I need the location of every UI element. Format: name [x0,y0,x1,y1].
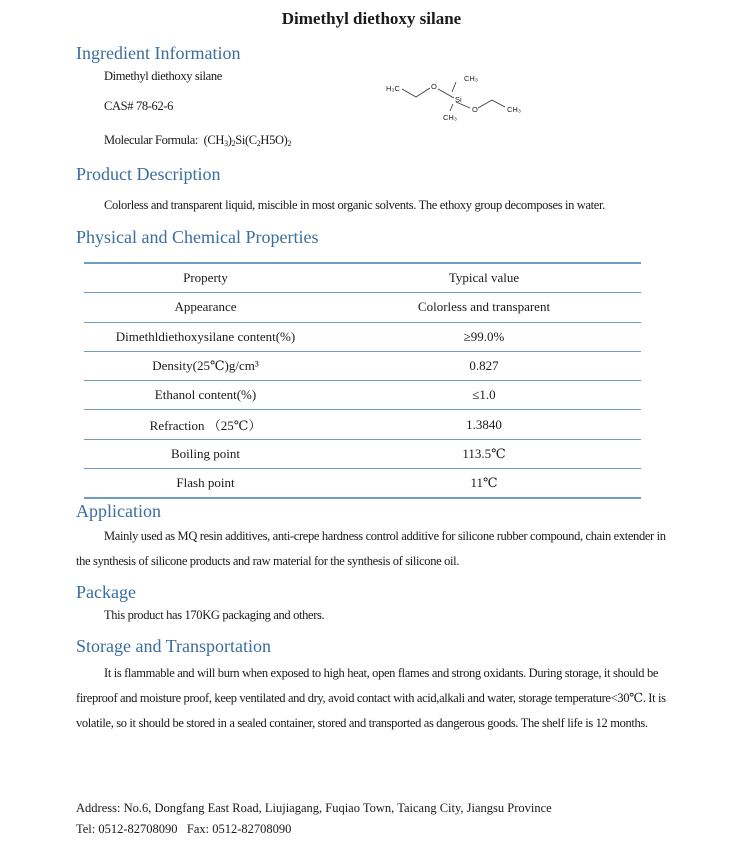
storage-heading: Storage and Transportation [76,636,271,656]
formula-part: Si(C [235,133,257,147]
table-row [84,410,641,439]
application-text: Mainly used as MQ resin additives, anti-crepe hardness control additive for silicone rubber compound, chain extender in the synthesis of silicone products and raw material for the synthesis of silicone oil. [76,529,666,568]
properties-table [84,262,641,499]
footer-contact: Tel: 0512-82708090 Fax: 0512-82708090 [76,822,292,836]
oxygen-label: O [472,105,478,114]
column-header: Typical value [327,263,641,293]
table-row [84,381,641,410]
document-title: Dimethyl diethoxy silane [281,9,462,28]
table-header-row [84,263,641,293]
h3c-label: H₃C [386,84,400,93]
ingredient-heading: Ingredient Information [76,43,241,63]
footer-address: Address: No.6, Dongfang East Road, Liujiagang, Fuqiao Town, Taicang City, Jiangsu Province [76,801,552,815]
table-row [84,351,641,380]
properties-heading: Physical and Chemical Properties [76,227,319,247]
formula-label: Molecular Formula: [104,133,199,147]
property-cell: Ethanol content(%) [84,381,327,410]
value-cell: Colorless and transparent [327,293,641,322]
molecular-formula [104,133,291,148]
formula-sub: 3 [224,139,228,148]
product-description-text: Colorless and transparent liquid, miscible in most organic solvents. The ethoxy group decomposes in water. [104,198,605,212]
product-description-heading: Product Description [76,164,221,184]
ch3-bottom-label: CH₃ [443,113,457,122]
column-header: Property [84,263,327,293]
property-cell: Dimethldiethoxysilane content(%) [84,322,327,351]
table-row [84,322,641,351]
property-cell: Refraction （25℃） [84,410,327,439]
value-cell: 113.5℃ [327,439,641,468]
property-cell: Appearance [84,293,327,322]
formula-part: ) [227,133,232,147]
value-cell: ≥99.0% [327,322,641,351]
value-cell: 0.827 [327,351,641,380]
package-heading: Package [76,582,136,602]
formula-part: H5O) [260,133,288,147]
formula-sub: 2 [256,139,261,148]
formula-sub: 2 [287,139,292,148]
oxygen-label: O [431,82,437,91]
table-row [84,439,641,468]
value-cell: 11℃ [327,469,641,499]
property-cell: Boiling point [84,439,327,468]
table-row [84,469,641,499]
formula-part: (CH [203,133,225,147]
formula-sub: 2 [231,139,236,148]
property-cell: Flash point [84,469,327,499]
application-heading: Application [76,501,161,521]
ch3-right-label: CH₃ [507,105,521,114]
structure-diagram [380,70,540,126]
table-row [84,293,641,322]
ch3-top-label: CH₃ [464,74,478,83]
value-cell: ≤1.0 [327,381,641,410]
property-cell: Density(25℃)g/cm³ [84,351,327,380]
storage-text: It is flammable and will burn when exposed to high heat, open flames and strong oxidants. During storage, it should be fireproof and moisture proof, keep ventilated and dry, avoid contact with acid,alkali and water, storage temperature<30℃. It is volatile, so it should be stored in a sealed container, stored and transported as dangerous goods. The shelf life is 12 months. [76,666,666,730]
cas-number: CAS# 78-62-6 [104,99,174,113]
silicon-label: Si [455,95,462,104]
package-text: This product has 170KG packaging and others. [104,608,325,622]
value-cell: 1.3840 [327,410,641,439]
ingredient-name: Dimethyl diethoxy silane [104,69,222,83]
